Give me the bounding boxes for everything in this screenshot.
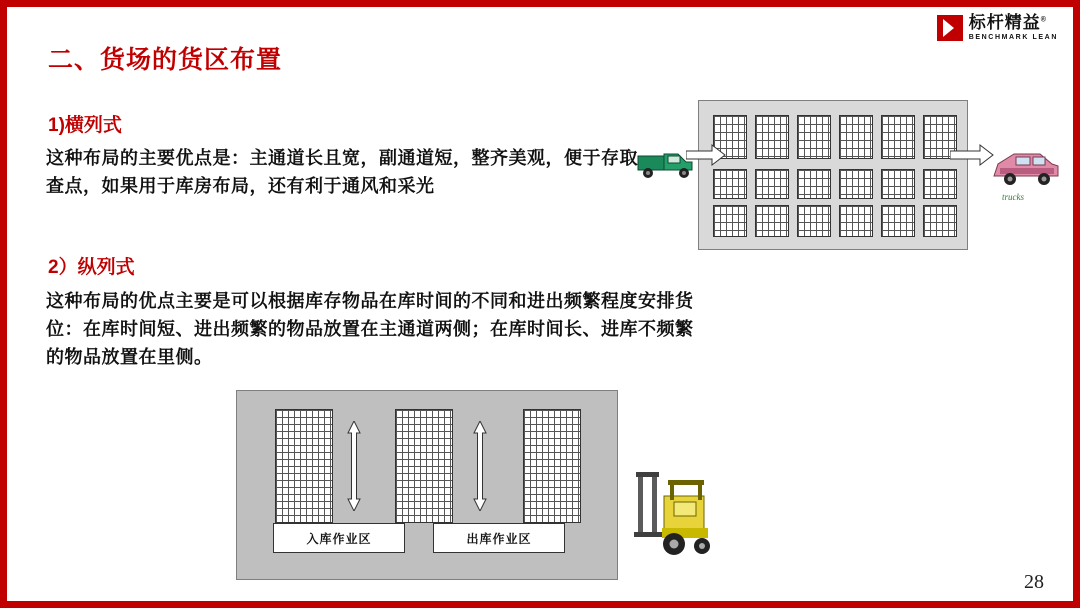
section-2-heading: 2）纵列式 xyxy=(48,257,135,278)
page-number: 28 xyxy=(1024,571,1044,593)
section-1-body: 这种布局的主要优点是：主通道长且宽，副通道短，整齐美观，便于存取查点，如果用于库房布局，还有利于通风和采光 xyxy=(46,148,638,196)
rack-block xyxy=(755,169,789,199)
vertical-layout-diagram xyxy=(236,390,618,580)
rack-block xyxy=(881,115,915,159)
registered-mark: ® xyxy=(1040,16,1047,24)
play-triangle-icon xyxy=(937,15,963,41)
yellow-forklift-icon xyxy=(630,470,716,566)
rack-block xyxy=(797,115,831,159)
rack-block xyxy=(839,115,873,159)
page-title: 二、货场的货区布置 xyxy=(48,46,283,74)
rack-block xyxy=(797,169,831,199)
frame-border-top xyxy=(0,0,1080,7)
section-1-heading: 1)横列式 xyxy=(48,115,122,136)
logo-english-label: BENCHMARK LEAN xyxy=(968,34,1058,41)
vertical-rack-block xyxy=(523,409,581,523)
rack-block xyxy=(755,115,789,159)
rack-block xyxy=(881,205,915,237)
outbound-arrow-icon xyxy=(950,142,994,168)
vertical-rack-block xyxy=(395,409,453,523)
rack-block xyxy=(839,205,873,237)
brand-logo xyxy=(937,14,1058,41)
section-2-body: 这种布局的优点主要是可以根据库存物品在库时间的不同和进出频繁程度安排货位：在库时间短、进出频繁的物品放置在主通道两侧；在库时间长、进库不频繁的物品放置在里侧。 xyxy=(46,291,694,367)
rack-block xyxy=(881,169,915,199)
rack-block xyxy=(713,205,747,237)
logo-chinese-label: 标杆精益 xyxy=(968,13,1041,32)
frame-border-left xyxy=(0,0,7,608)
rack-block xyxy=(923,169,957,199)
rack-block xyxy=(923,205,957,237)
aisle-double-arrow-icon xyxy=(347,421,361,511)
vertical-rack-block xyxy=(275,409,333,523)
zone-outbound-label: 出库作业区 xyxy=(433,523,565,553)
frame-border-right xyxy=(1073,0,1080,608)
rack-block xyxy=(755,205,789,237)
logo-text-block xyxy=(969,14,1058,41)
logo-chinese-name xyxy=(969,14,1058,31)
frame-border-bottom xyxy=(0,601,1080,608)
trucks-caption: trucks xyxy=(1002,192,1024,202)
rack-block xyxy=(797,205,831,237)
aisle-double-arrow-icon xyxy=(473,421,487,511)
pink-car-icon xyxy=(990,142,1062,192)
zone-inbound-label: 入库作业区 xyxy=(273,523,405,553)
rack-block xyxy=(713,169,747,199)
rack-block xyxy=(839,169,873,199)
horizontal-layout-diagram xyxy=(698,100,968,250)
green-pickup-truck-icon xyxy=(634,140,698,184)
